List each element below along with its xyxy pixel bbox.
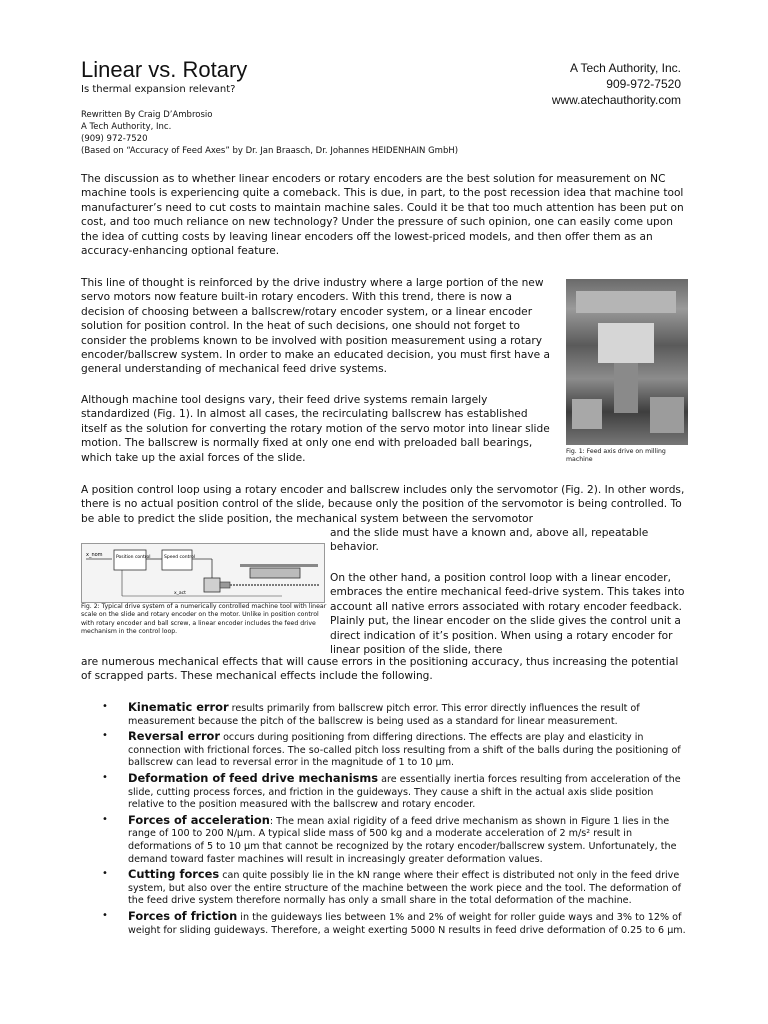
diagram-label-xnom: x_nom bbox=[86, 552, 103, 558]
photo-block bbox=[614, 363, 638, 413]
figure-2-diagram bbox=[81, 543, 325, 603]
drive-system-diagram bbox=[82, 544, 324, 602]
byline-author: Rewritten By Craig D’Ambrosio bbox=[81, 110, 213, 120]
photo-block bbox=[576, 291, 676, 313]
page-title: Linear vs. Rotary bbox=[81, 57, 248, 82]
list-item bbox=[100, 868, 690, 908]
figure-1-caption: Fig. 1: Feed axis drive on milling machine bbox=[566, 448, 666, 463]
paragraph-4-continued: and the slide must have a known and, above all, repeatable behavior. bbox=[330, 527, 649, 554]
coupling-block bbox=[220, 582, 230, 588]
list-item-text: results primarily from ballscrew pitch error. This error directly influences the result of measurement because the pitch of the ballscrew is being used as a standard for linear measurement. bbox=[128, 703, 640, 727]
paragraph-2: This line of thought is reinforced by the drive industry where a large portion of the new servo motors now feature built-in rotary encoders. With this trend, there is now a decision of choosing between a ballscrew/rotary encoder system, or a linear encoder solution for position control. In the heat of such decisions, one should not forget to consider the problems known to be involved with position measurement using a rotary encoder/ballscrew system. In order to make an educated decision, you must first have a general understanding of mechanical feed drive systems. bbox=[81, 277, 550, 376]
byline-phone: (909) 972-7520 bbox=[81, 134, 148, 144]
bullet-icon: • bbox=[102, 730, 108, 742]
figure-1-photo bbox=[566, 279, 688, 445]
diagram-label-speed-control: Speed control bbox=[164, 555, 196, 560]
paragraph-3: Although machine tool designs vary, their feed drive systems remain largely standardized (Fig. 1). In almost all cases, the recirculating ballscrew has established itself as the solution for converting the rotary motion of the servo motor into linear slide motion. The ballscrew is normally fixed at only one end with preloaded ball bearings, which take up the axial forces of the slide. bbox=[81, 394, 550, 464]
bullet-icon: • bbox=[102, 868, 108, 880]
photo-block bbox=[650, 397, 684, 433]
bullet-icon: • bbox=[102, 813, 108, 825]
servomotor-block bbox=[204, 578, 220, 592]
paragraph-4: A position control loop using a rotary encoder and ballscrew includes only the servomotor (Fig. 2). In other words, there is no actual position control of the slide, because only the position of the servomotor is being controlled. To be able to predict the slide position, the mechanical system between the servomotor bbox=[81, 484, 685, 525]
list-item bbox=[100, 814, 690, 866]
paragraph-1: The discussion as to whether linear encoders or rotary encoders are the best solution for measurement on NC machine tools is experiencing quite a comeback. This is due, in part, to the post recession idea that machine tool manufacturer’s need to cut costs to maintain machine sales. Could it be that too much attention has been put on cost, and too much reliance on new technology? Under the pressure of such opinion, one can easily come upon the idea of cutting costs by leaving linear encoders off the lowest-priced models, and then offer them as an accuracy-enhancing optional feature. bbox=[81, 173, 684, 258]
photo-block bbox=[598, 323, 654, 363]
page-subtitle: Is thermal expansion relevant? bbox=[81, 84, 236, 95]
byline bbox=[81, 109, 458, 157]
company-name: A Tech Authority, Inc. bbox=[570, 61, 681, 75]
position-control-box bbox=[114, 550, 146, 570]
company-block bbox=[552, 60, 681, 108]
photo-block bbox=[572, 399, 602, 429]
list-item bbox=[100, 910, 690, 937]
bullet-icon: • bbox=[102, 771, 108, 783]
company-website: www.atechauthority.com bbox=[551, 93, 681, 107]
company-phone: 909-972-7520 bbox=[606, 77, 681, 91]
list-item-text: : The mean axial rigidity of a feed drive mechanism as shown in Figure 1 lies in the range of 100 to 200 N/µm. A typical slide mass of 500 kg and a moderate acceleration of 2 m/s² result in deformations of 5 to 10 µm that cannot be recognized by the rotary encoder/ballscrew system. Unfortunately, the demand toward faster machines will result in increasingly greater deformation values. bbox=[128, 815, 677, 865]
list-item-text: can quite possibly lie in the kN range where their effect is distributed not only in the feed drive system, but also over the entire structure of the machine between the work piece and the tool. The deformation of the feed drive system therefore normally has only a small share in the total deformation of the machine. bbox=[128, 870, 681, 907]
list-item-term: Forces of acceleration bbox=[128, 812, 270, 827]
list-item bbox=[100, 701, 690, 728]
list-item-term: Kinematic error bbox=[128, 700, 229, 714]
diagram-label-position-control: Position control bbox=[116, 555, 151, 560]
list-item-term: Cutting forces bbox=[128, 867, 220, 882]
list-item-term: Deformation of feed drive mechanisms bbox=[128, 770, 379, 785]
byline-company: A Tech Authority, Inc. bbox=[81, 122, 172, 132]
list-item bbox=[100, 772, 690, 812]
linear-scale-bar bbox=[240, 564, 318, 567]
slide-block bbox=[250, 568, 300, 578]
list-item bbox=[100, 730, 690, 770]
diagram-label-xact: x_act bbox=[174, 591, 186, 596]
paragraph-5-continued: are numerous mechanical effects that will cause errors in the positioning accuracy, thus increasing the potential of scrapped parts. These mechanical effects include the following. bbox=[81, 656, 679, 683]
bullet-icon: • bbox=[102, 701, 108, 712]
list-item-text: occurs during positioning from differing directions. The effects are play and elasticity in connection with frictional forces. The so-called pitch loss resulting from a shift of the balls during the positioning of ballscrew can lead to reversal error in the magnitude of 1 to 10 µm. bbox=[128, 732, 681, 769]
figure-2-caption: Fig. 2: Typical drive system of a numerically controlled machine tool with linear scale on the slide and rotary encoder on the motor. Unlike in position control with rotary encoder and ball screw, a linear encoder includes the feed drive mechanism in the control loop. bbox=[81, 603, 327, 636]
mechanical-effects-list bbox=[100, 701, 690, 939]
byline-source: (Based on “Accuracy of Feed Axes” by Dr. Jan Braasch, Dr. Johannes HEIDENHAIN GmbH) bbox=[81, 146, 459, 156]
list-item-text: are essentially inertia forces resulting from acceleration of the slide, cutting process forces, and friction in the guideways. They cause a shift in the actual axis slide position relative to the position measured with the ballscrew and rotary encoder. bbox=[128, 773, 681, 811]
speed-control-box bbox=[162, 550, 192, 570]
paragraph-5: On the other hand, a position control loop with a linear encoder, embraces the entire mechanical feed-drive system. This takes into account all native errors associated with rotary encoder feedback. Plainly put, the linear encoder on the slide gives the control unit a direct indication of it’s position. When using a rotary encoder for linear position of the slide, there bbox=[330, 572, 685, 657]
bullet-icon: • bbox=[102, 909, 108, 921]
list-item-term: Reversal error bbox=[128, 729, 221, 744]
list-item-text: in the guideways lies between 1% and 2% of weight for roller guide ways and 3% to 12% of weight for sliding guideways. Therefore, a weight exerting 5000 N results in feed drive deformation of 0.25 to 6 µm. bbox=[128, 911, 686, 936]
list-item-term: Forces of friction bbox=[128, 908, 238, 923]
